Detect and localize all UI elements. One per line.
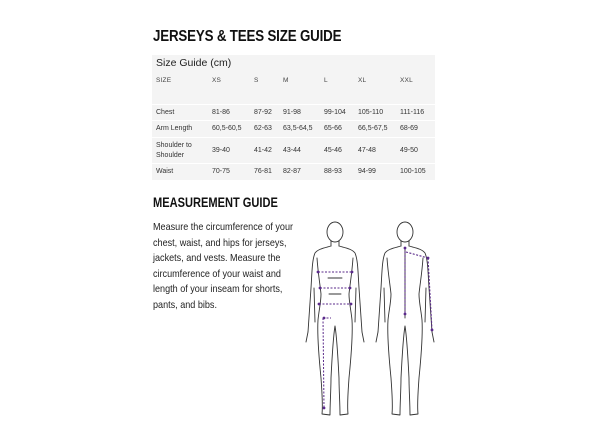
table-cell: 60,5-60,5 <box>212 125 242 132</box>
table-cell: 105-110 <box>358 109 384 116</box>
row-label-arm-length: Arm Length <box>156 125 193 132</box>
table-cell: 66,5-67,5 <box>358 125 388 132</box>
table-cell: 91-98 <box>283 109 301 116</box>
table-cell: 70-75 <box>212 168 230 175</box>
row-label-shoulder: Shoulder to <box>156 142 192 149</box>
front-body-figure-icon <box>300 218 370 423</box>
table-cell: 62-63 <box>254 125 272 132</box>
table-cell: 99-104 <box>324 109 346 116</box>
table-cell: 49-50 <box>400 147 418 154</box>
size-table-panel <box>152 55 435 180</box>
header-xxl: XXL <box>400 77 413 84</box>
table-caption: Size Guide (cm) <box>156 57 232 69</box>
row-divider <box>152 120 435 121</box>
header-xl: XL <box>358 77 367 84</box>
header-l: L <box>324 77 328 84</box>
table-cell: 94-99 <box>358 168 376 175</box>
table-cell: 43-44 <box>283 147 301 154</box>
table-cell: 47-48 <box>358 147 376 154</box>
table-cell: 82-87 <box>283 168 301 175</box>
row-divider <box>152 163 435 164</box>
table-cell: 63,5-64,5 <box>283 125 313 132</box>
back-body-figure-icon <box>370 218 440 423</box>
table-cell: 65-66 <box>324 125 342 132</box>
table-cell: 76-81 <box>254 168 272 175</box>
measurement-instructions: Measure the circumference of your chest, waist, and hips for jerseys, jackets, and vests. Measure the circumference of your waist and length of your inseam for shorts, pants, and bibs. <box>153 222 294 311</box>
table-cell: 100-105 <box>400 168 426 175</box>
table-cell: 39-40 <box>212 147 230 154</box>
header-m: M <box>283 77 289 84</box>
row-label-shoulder-line2: Shoulder <box>156 152 185 159</box>
row-divider <box>152 104 435 105</box>
table-cell: 87-92 <box>254 109 272 116</box>
table-cell: 45-46 <box>324 147 342 154</box>
row-label-waist: Waist <box>156 168 174 175</box>
table-cell: 81-86 <box>212 109 230 116</box>
row-label-chest: Chest <box>156 109 175 116</box>
table-cell: 41-42 <box>254 147 272 154</box>
header-s: S <box>254 77 259 84</box>
row-divider <box>152 137 435 138</box>
header-xs: XS <box>212 77 222 84</box>
measurement-heading: MEASUREMENT GUIDE <box>153 195 278 210</box>
table-cell: 68-69 <box>400 125 418 132</box>
page-title: JERSEYS & TEES SIZE GUIDE <box>153 28 342 45</box>
table-cell: 111-116 <box>400 109 425 116</box>
table-cell: 88-93 <box>324 168 342 175</box>
header-size: SIZE <box>156 77 172 84</box>
